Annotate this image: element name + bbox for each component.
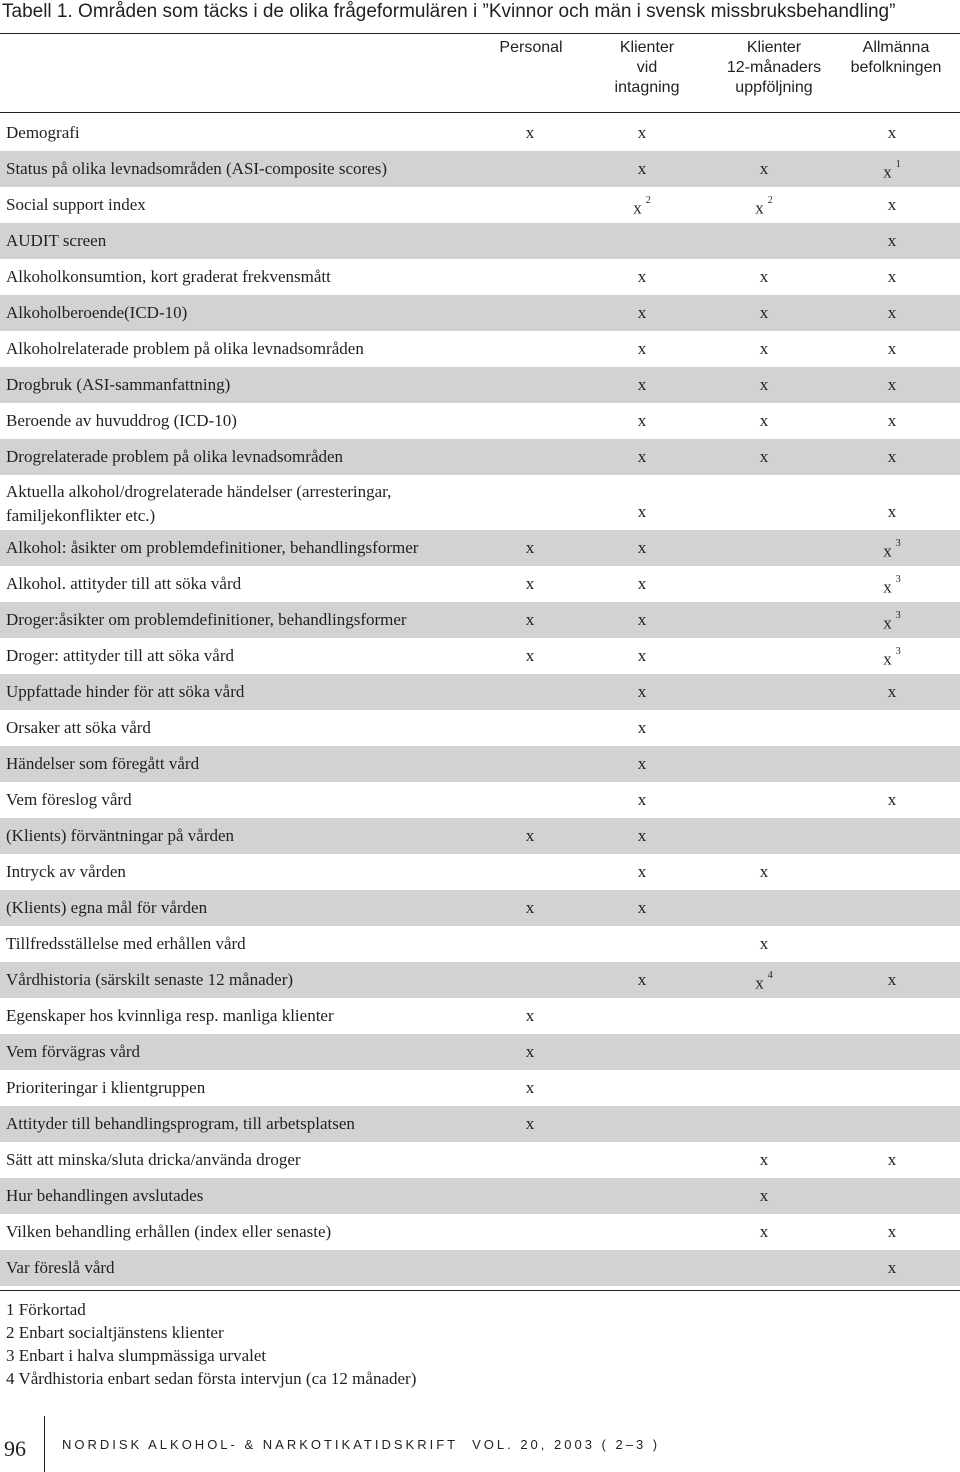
table-cell-mark	[520, 1106, 540, 1142]
cell-mark: x	[637, 411, 647, 430]
table-row	[0, 223, 960, 259]
table-cell-mark	[754, 962, 774, 998]
table-cell-mark	[632, 403, 652, 439]
table-row	[0, 998, 960, 1034]
table-row	[0, 1034, 960, 1070]
table-cell-mark	[882, 151, 902, 187]
row-label: Status på olika levnadsområden (ASI-composite scores)	[6, 159, 387, 178]
table-row	[0, 187, 960, 223]
table-cell-mark	[882, 439, 902, 475]
row-label: (Klients) förväntningar på vården	[6, 826, 234, 845]
table-body	[0, 115, 960, 1286]
column-header-personal	[490, 38, 572, 58]
table-cell-mark	[632, 295, 652, 331]
row-label: Alkoholberoende(ICD-10)	[6, 303, 188, 322]
cell-mark: x	[887, 267, 897, 286]
cell-mark: x	[887, 1222, 897, 1241]
table-row	[0, 439, 960, 475]
cell-mark: x	[887, 339, 897, 358]
footnote: 1 Förkortad	[6, 1300, 86, 1319]
footnote-ref: 3	[895, 538, 901, 549]
table-row	[0, 782, 960, 818]
table-cell-mark	[754, 331, 774, 367]
table-cell-mark	[882, 223, 902, 259]
column-header-line: befolkningen	[850, 59, 942, 76]
table-cell-mark	[882, 403, 902, 439]
cell-mark: x	[525, 898, 535, 917]
cell-mark: x	[883, 162, 892, 182]
row-label: Droger: attityder till att söka vård	[6, 646, 235, 665]
column-header-line: Allmänna	[862, 39, 930, 56]
table-row	[0, 962, 960, 998]
table-cell-mark	[754, 926, 774, 962]
footnote-ref: 3	[895, 646, 901, 657]
cell-mark: x	[883, 649, 892, 669]
table-row	[0, 638, 960, 674]
table-cell-mark	[632, 602, 652, 638]
row-label: Attityder till behandlingsprogram, till arbetsplatsen	[6, 1114, 355, 1133]
table-title: Tabell 1. Områden som täcks i de olika frågeformulären i ”Kvinnor och män i svensk missbruksbehandling”	[2, 1, 896, 22]
table-row	[0, 1178, 960, 1214]
footnote: 4 Vårdhistoria enbart sedan första intervjun (ca 12 månader)	[6, 1369, 417, 1388]
footnote-ref: 3	[895, 610, 901, 621]
cell-mark: x	[883, 541, 892, 561]
table-cell-mark	[754, 151, 774, 187]
table-cell-mark	[632, 746, 652, 782]
table-cell-mark	[632, 187, 652, 223]
row-label: Alkohol: åsikter om problemdefinitioner, behandlingsformer	[6, 538, 419, 557]
cell-mark: x	[887, 502, 897, 521]
top-rule	[0, 33, 960, 34]
row-label: Sätt att minska/sluta dricka/använda droger	[6, 1150, 301, 1169]
table-row	[0, 1106, 960, 1142]
table-cell-mark	[754, 259, 774, 295]
cell-mark: x	[887, 447, 897, 466]
footnote: 2 Enbart socialtjänstens klienter	[6, 1323, 224, 1342]
table-cell-mark	[632, 331, 652, 367]
table-row	[0, 259, 960, 295]
footnote-ref: 1	[895, 159, 901, 170]
row-label: Orsaker att söka vård	[6, 718, 151, 737]
table-row	[0, 890, 960, 926]
table-cell-mark	[754, 1214, 774, 1250]
cell-mark: x	[887, 411, 897, 430]
cell-mark: x	[887, 1258, 897, 1277]
cell-mark: x	[637, 826, 647, 845]
footnotes	[6, 1298, 416, 1390]
cell-mark: x	[755, 973, 764, 993]
footnote-ref: 4	[767, 970, 773, 981]
table-cell-mark	[632, 782, 652, 818]
table-cell-mark	[882, 259, 902, 295]
row-label: Vårdhistoria (särskilt senaste 12 månader)	[6, 970, 294, 989]
table-cell-mark	[520, 566, 540, 602]
cell-mark: x	[887, 970, 897, 989]
table-row	[0, 566, 960, 602]
row-label: Drogrelaterade problem på olika levnadsområden	[6, 447, 344, 466]
table-row	[0, 1142, 960, 1178]
table-cell-mark	[520, 602, 540, 638]
cell-mark: x	[525, 538, 535, 557]
row-label: Droger:åsikter om problemdefinitioner, behandlingsformer	[6, 610, 407, 629]
footnote-ref: 2	[645, 195, 651, 206]
table-cell-mark	[520, 818, 540, 854]
table-row	[0, 710, 960, 746]
cell-mark: x	[759, 447, 769, 466]
table-row	[0, 295, 960, 331]
table-cell-mark	[632, 674, 652, 710]
footnote-ref: 3	[895, 574, 901, 585]
cell-mark: x	[637, 646, 647, 665]
cell-mark: x	[887, 303, 897, 322]
table-row	[0, 1214, 960, 1250]
table-row	[0, 331, 960, 367]
row-label: Vilken behandling erhållen (index eller senaste)	[6, 1222, 332, 1241]
table-cell-mark	[882, 367, 902, 403]
cell-mark: x	[887, 123, 897, 142]
table-row	[0, 926, 960, 962]
row-label: Aktuella alkohol/drogrelaterade händelser (arresteringar, familjekonflikter etc.)	[6, 482, 392, 525]
table-cell-mark	[882, 1142, 902, 1178]
row-label: (Klients) egna mål för vården	[6, 898, 208, 917]
table-cell-mark	[520, 998, 540, 1034]
table-row	[0, 1070, 960, 1106]
cell-mark: x	[759, 934, 769, 953]
table-cell-mark	[632, 854, 652, 890]
table-cell-mark	[882, 602, 902, 638]
table-cell-mark	[882, 638, 902, 674]
row-label: Social support index	[6, 195, 146, 214]
journal-running-head	[62, 1437, 674, 1452]
table-row	[0, 367, 960, 403]
table-cell-mark	[754, 439, 774, 475]
table-cell-mark	[882, 962, 902, 998]
cell-mark: x	[637, 538, 647, 557]
table-cell-mark	[754, 1178, 774, 1214]
table-cell-mark	[632, 259, 652, 295]
footnote-ref: 2	[767, 195, 773, 206]
column-header-line: Klienter	[619, 39, 675, 56]
table-cell-mark	[632, 638, 652, 674]
cell-mark: x	[637, 123, 647, 142]
cell-mark: x	[887, 1150, 897, 1169]
cell-mark: x	[637, 375, 647, 394]
table-cell-mark	[520, 115, 540, 151]
cell-mark: x	[637, 339, 647, 358]
table-cell-mark	[632, 710, 652, 746]
table-cell-mark	[754, 367, 774, 403]
table-row	[0, 115, 960, 151]
journal-volume: VOL. 20, 2003 ( 2–3 )	[472, 1437, 661, 1452]
cell-mark: x	[637, 898, 647, 917]
row-label: Drogbruk (ASI-sammanfattning)	[6, 375, 231, 394]
cell-mark: x	[637, 610, 647, 629]
row-label: Händelser som föregått vård	[6, 754, 200, 773]
table-row	[0, 475, 960, 530]
table-row	[0, 1250, 960, 1286]
column-header-population	[840, 38, 952, 78]
row-label: AUDIT screen	[6, 231, 107, 250]
cell-mark: x	[637, 303, 647, 322]
table-row	[0, 151, 960, 187]
row-label: Tillfredsställelse med erhållen vård	[6, 934, 246, 953]
cell-mark: x	[755, 198, 764, 218]
table-cell-mark	[632, 151, 652, 187]
journal-name: NORDISK ALKOHOL- & NARKOTIKATIDSKRIFT	[62, 1437, 459, 1452]
table-row	[0, 530, 960, 566]
table-cell-mark	[882, 530, 902, 566]
table-cell-mark	[632, 367, 652, 403]
table-cell-mark	[520, 1070, 540, 1106]
cell-mark: x	[637, 267, 647, 286]
column-header-line: Klienter	[746, 39, 802, 56]
table-cell-mark	[882, 331, 902, 367]
cell-mark: x	[525, 574, 535, 593]
table-cell-mark	[632, 494, 652, 530]
row-label: Egenskaper hos kvinnliga resp. manliga klienter	[6, 1006, 334, 1025]
row-label: Alkoholkonsumtion, kort graderat frekvensmått	[6, 267, 331, 286]
cell-mark: x	[525, 826, 535, 845]
table-cell-mark	[632, 439, 652, 475]
table-cell-mark	[520, 1034, 540, 1070]
cell-mark: x	[633, 198, 642, 218]
cell-mark: x	[525, 1006, 535, 1025]
cell-mark: x	[887, 375, 897, 394]
cell-mark: x	[637, 159, 647, 178]
table-row	[0, 602, 960, 638]
cell-mark: x	[759, 1186, 769, 1205]
cell-mark: x	[525, 610, 535, 629]
table-cell-mark	[882, 494, 902, 530]
row-label: Vem förvägras vård	[6, 1042, 141, 1061]
table-cell-mark	[882, 295, 902, 331]
cell-mark: x	[637, 970, 647, 989]
table-cell-mark	[882, 115, 902, 151]
footer-divider	[44, 1416, 45, 1472]
cell-mark: x	[525, 1042, 535, 1061]
cell-mark: x	[637, 790, 647, 809]
cell-mark: x	[637, 754, 647, 773]
table-cell-mark	[882, 1214, 902, 1250]
cell-mark: x	[759, 411, 769, 430]
cell-mark: x	[759, 339, 769, 358]
column-header-line: vid	[636, 59, 658, 76]
cell-mark: x	[887, 231, 897, 250]
table-cell-mark	[882, 1250, 902, 1286]
table-row	[0, 818, 960, 854]
column-header-followup	[712, 38, 836, 98]
cell-mark: x	[637, 447, 647, 466]
row-label: Intryck av vården	[6, 862, 126, 881]
column-header-line: uppföljning	[735, 79, 813, 96]
table-cell-mark	[520, 638, 540, 674]
header-rule	[0, 112, 960, 113]
cell-mark: x	[637, 862, 647, 881]
table-cell-mark	[632, 962, 652, 998]
footnote: 3 Enbart i halva slumpmässiga urvalet	[6, 1346, 267, 1365]
table-cell-mark	[632, 818, 652, 854]
row-label: Uppfattade hinder för att söka vård	[6, 682, 245, 701]
row-label: Prioriteringar i klientgruppen	[6, 1078, 206, 1097]
cell-mark: x	[759, 303, 769, 322]
table-cell-mark	[882, 674, 902, 710]
row-label: Demografi	[6, 123, 80, 142]
column-header-line: Personal	[499, 39, 563, 56]
row-label: Alkohol. attityder till att söka vård	[6, 574, 242, 593]
cell-mark: x	[637, 718, 647, 737]
table-row	[0, 854, 960, 890]
cell-mark: x	[525, 123, 535, 142]
column-header-intake	[600, 38, 694, 98]
cell-mark: x	[759, 1222, 769, 1241]
table-cell-mark	[632, 530, 652, 566]
cell-mark: x	[887, 682, 897, 701]
row-label: Alkoholrelaterade problem på olika levnadsområden	[6, 339, 364, 358]
table-cell-mark	[520, 890, 540, 926]
cell-mark: x	[637, 574, 647, 593]
cell-mark: x	[887, 195, 897, 214]
table-cell-mark	[632, 115, 652, 151]
table-cell-mark	[754, 295, 774, 331]
row-label: Vem föreslog vård	[6, 790, 132, 809]
table-cell-mark	[632, 890, 652, 926]
cell-mark: x	[759, 159, 769, 178]
cell-mark: x	[525, 646, 535, 665]
table-row	[0, 674, 960, 710]
cell-mark: x	[759, 375, 769, 394]
table-row	[0, 746, 960, 782]
column-header-line: 12-månaders	[726, 59, 822, 76]
table-cell-mark	[632, 566, 652, 602]
cell-mark: x	[759, 267, 769, 286]
cell-mark: x	[637, 682, 647, 701]
cell-mark: x	[883, 577, 892, 597]
page-number: 96	[4, 1436, 26, 1461]
table-cell-mark	[882, 187, 902, 223]
cell-mark: x	[887, 790, 897, 809]
cell-mark: x	[883, 613, 892, 633]
table-cell-mark	[754, 1142, 774, 1178]
row-label: Var föreslå vård	[6, 1258, 115, 1277]
table-cell-mark	[882, 566, 902, 602]
table-row	[0, 403, 960, 439]
cell-mark: x	[525, 1114, 535, 1133]
column-header-line: intagning	[614, 79, 680, 96]
table-cell-mark	[882, 782, 902, 818]
row-label: Beroende av huvuddrog (ICD-10)	[6, 411, 237, 430]
table-cell-mark	[754, 187, 774, 223]
cell-mark: x	[759, 1150, 769, 1169]
row-label: Hur behandlingen avslutades	[6, 1186, 204, 1205]
cell-mark: x	[525, 1078, 535, 1097]
cell-mark: x	[759, 862, 769, 881]
table-cell-mark	[520, 530, 540, 566]
table-cell-mark	[754, 854, 774, 890]
bottom-rule	[0, 1290, 960, 1291]
cell-mark: x	[637, 502, 647, 521]
table-cell-mark	[754, 403, 774, 439]
